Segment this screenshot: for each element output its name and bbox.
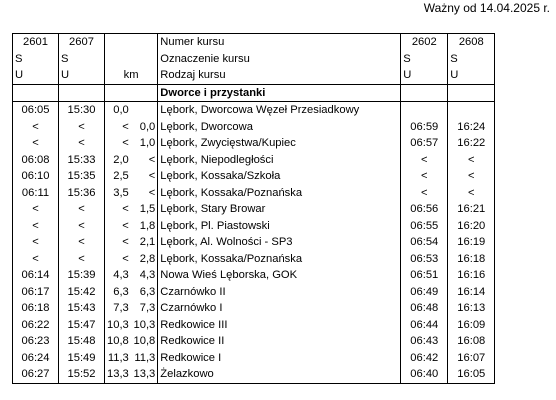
departure-time-2608: 16:20 [448,218,495,235]
course-number-2607: 2607 [59,34,105,51]
km-return: < [148,186,156,199]
departure-time-2602: < [401,152,448,169]
timetable [12,33,495,384]
label-course-type: Rodzaj kursu [158,67,401,84]
departure-time-2602: 06:43 [401,333,448,350]
departure-time-2601: 06:08 [13,152,59,169]
departure-time-2602: 06:49 [401,284,448,301]
stop-name: Czarnówko I [158,300,401,317]
departure-time-2601: 06:18 [13,300,59,317]
departure-time-2608: 16:13 [448,300,495,317]
departure-time-2601: 06:10 [13,168,59,185]
table-row [13,350,495,367]
departure-time-2607: 15:49 [59,350,105,367]
km-return: 1,5 [139,203,156,216]
departure-time-2608: < [448,152,495,169]
departure-time-2607: 15:42 [59,284,105,301]
table-row [13,267,495,284]
departure-time-2601: < [13,251,59,268]
departure-time-2601: < [13,201,59,218]
departure-time-2608: 16:05 [448,366,495,383]
km-outbound: 0,0 [105,102,131,119]
km-outbound: < [105,119,131,136]
stop-name: Lębork, Kossaka/Szkoła [158,168,401,185]
departure-time-2607: 15:33 [59,152,105,169]
stop-name: Lębork, Zwycięstwa/Kupiec [158,135,401,152]
stop-name: Lębork, Pl. Piastowski [158,218,401,235]
departure-time-2608: 16:09 [448,317,495,334]
km-outbound: 3,5 [105,185,131,202]
km-outbound: < [105,218,131,235]
km-return: < [148,153,156,166]
departure-time-2601: 06:05 [13,102,59,119]
km-return: 2,8 [139,252,156,265]
km-outbound: 10,8 [105,333,131,350]
km-outbound: 2,0 [105,152,131,169]
departure-time-2601: < [13,135,59,152]
km-outbound: 2,5 [105,168,131,185]
km-outbound: 10,3 [105,317,131,334]
departure-time-2602: 06:59 [401,119,448,136]
stop-name: Nowa Wieś Lęborska, GOK [158,267,401,284]
departure-time-2601: 06:14 [13,267,59,284]
km-outbound: < [105,234,131,251]
stop-name: Lębork, Stary Browar [158,201,401,218]
table-row [13,119,495,136]
table-row [13,201,495,218]
departure-time-2607: 15:39 [59,267,105,284]
table-row [13,300,495,317]
course-number-2601: 2601 [13,34,59,51]
departure-time-2601: < [13,234,59,251]
table-row [13,333,495,350]
km-outbound: 11,3 [105,350,131,367]
departure-time-2608: 16:08 [448,333,495,350]
departure-time-2607: 15:52 [59,366,105,383]
section-heading: Dworce i przystanki [158,84,401,102]
km-return: 1,8 [139,219,156,232]
table-row [13,168,495,185]
stop-name: Żelazkowo [158,366,401,383]
course-number-2602: 2602 [401,34,448,51]
km-label: km [105,67,158,84]
departure-time-2607: < [59,119,105,136]
table-row [13,152,495,169]
departure-time-2602: 06:40 [401,366,448,383]
departure-time-2608 [448,102,495,119]
departure-time-2602: 06:56 [401,201,448,218]
table-row [13,251,495,268]
departure-time-2608: 16:24 [448,119,495,136]
table-row [13,284,495,301]
departure-time-2601: 06:17 [13,284,59,301]
departure-time-2607: 15:47 [59,317,105,334]
departure-time-2607: 15:48 [59,333,105,350]
departure-time-2602: < [401,168,448,185]
table-row [13,234,495,251]
stop-name: Lębork, Niepodległości [158,152,401,169]
departure-time-2607: 15:36 [59,185,105,202]
course-type: U [59,67,105,84]
stop-name: Lębork, Al. Wolności - SP3 [158,234,401,251]
km-return [131,102,158,119]
departure-time-2607: 15:30 [59,102,105,119]
departure-time-2601: 06:23 [13,333,59,350]
departure-time-2601: 06:24 [13,350,59,367]
stop-name: Lębork, Dworcowa Węzeł Przesiadkowy [158,102,401,119]
course-type: U [401,67,448,84]
label-course-number: Numer kursu [158,34,401,51]
course-mark: S [401,51,448,68]
departure-time-2607: 15:43 [59,300,105,317]
stop-name: Redkowice I [158,350,401,367]
departure-time-2602: 06:42 [401,350,448,367]
km-outbound: 7,3 [105,300,131,317]
departure-time-2608: 16:19 [448,234,495,251]
stop-name: Lębork, Kossaka/Poznańska [158,185,401,202]
departure-time-2601: < [13,119,59,136]
departure-time-2608: 16:07 [448,350,495,367]
km-outbound: < [105,135,131,152]
course-number-2608: 2608 [448,34,495,51]
departure-time-2602: 06:51 [401,267,448,284]
departure-time-2602: 06:53 [401,251,448,268]
table-row [13,366,495,383]
km-return: 13,3 [131,366,158,383]
km-return: < [148,170,156,183]
departure-time-2602: 06:57 [401,135,448,152]
departure-time-2607: < [59,251,105,268]
km-return: 2,1 [139,236,156,249]
departure-time-2607: < [59,218,105,235]
course-type: U [13,67,59,84]
departure-time-2602: < [401,185,448,202]
stop-name: Czarnówko II [158,284,401,301]
course-mark: S [59,51,105,68]
km-return: 6,3 [139,285,156,298]
km-outbound: 13,3 [105,366,131,383]
departure-time-2608: < [448,168,495,185]
table-row [13,317,495,334]
table-row [13,185,495,202]
label-course-designation: Oznaczenie kursu [158,51,401,68]
km-outbound: 6,3 [105,284,131,301]
departure-time-2607: < [59,135,105,152]
departure-time-2608: 16:21 [448,201,495,218]
departure-time-2608: 16:14 [448,284,495,301]
departure-time-2601: 06:22 [13,317,59,334]
table-row [13,102,495,119]
departure-time-2602: 06:48 [401,300,448,317]
departure-time-2607: < [59,234,105,251]
km-return: 10,8 [133,335,156,348]
km-return: 7,3 [139,302,156,315]
table-row [13,135,495,152]
validity-date: Ważny od 14.04.2025 r. [423,1,550,15]
course-mark: S [448,51,495,68]
km-return: 1,0 [139,137,156,150]
stop-name: Lębork, Dworcowa [158,119,401,136]
departure-time-2608: 16:18 [448,251,495,268]
stop-name: Redkowice III [158,317,401,334]
departure-time-2602: 06:44 [401,317,448,334]
course-type: U [448,67,495,84]
departure-time-2602: 06:54 [401,234,448,251]
stop-name: Redkowice II [158,333,401,350]
km-outbound: 4,3 [105,267,131,284]
km-return: 11,3 [134,351,156,364]
departure-time-2601: 06:27 [13,366,59,383]
departure-time-2601: < [13,218,59,235]
table-row [13,218,495,235]
km-outbound: < [105,251,131,268]
departure-time-2608: 16:22 [448,135,495,152]
stop-name: Lębork, Kossaka/Poznańska [158,251,401,268]
departure-time-2608: 16:16 [448,267,495,284]
departure-time-2602 [401,102,448,119]
departure-time-2602: 06:55 [401,218,448,235]
km-return: 4,3 [139,269,156,282]
departure-time-2607: 15:35 [59,168,105,185]
course-mark: S [13,51,59,68]
departure-time-2608: < [448,185,495,202]
departure-time-2607: < [59,201,105,218]
departure-time-2601: 06:11 [13,185,59,202]
km-outbound: < [105,201,131,218]
km-return: 10,3 [133,318,156,331]
km-return: 0,0 [139,120,156,133]
